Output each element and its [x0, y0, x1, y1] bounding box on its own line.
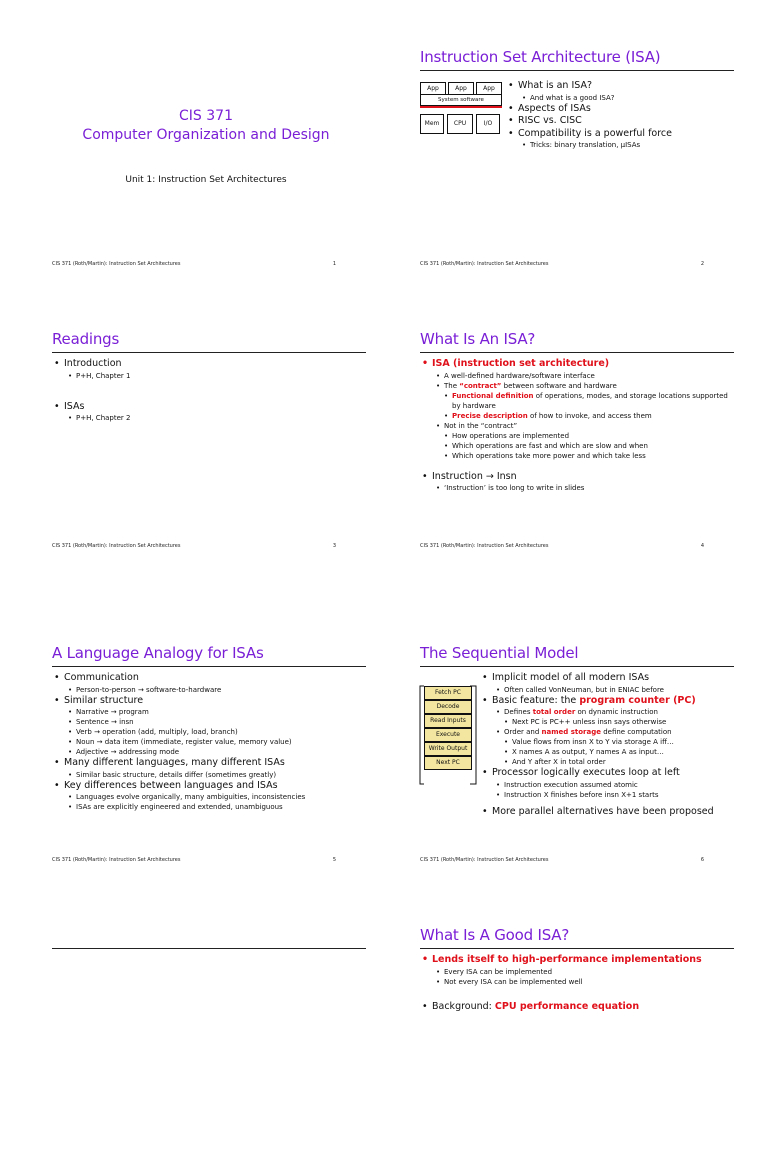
bullet: • ISAs — [52, 401, 362, 414]
bullet: • Instruction → Insn — [420, 471, 730, 484]
bullet: • ISA (instruction set architecture) — [420, 358, 730, 371]
app-box: App — [448, 82, 474, 96]
isa-interface-line — [420, 106, 502, 108]
sub-bullet: • ‘Instruction’ is too long to write in slides — [420, 483, 730, 493]
fetch-pc-step: Fetch PC — [424, 686, 472, 700]
page-number: 1 — [332, 261, 336, 267]
slide-7 — [46, 918, 366, 1158]
sub-sub-bullet: • Next PC is PC++ unless insn says otherwise — [480, 717, 734, 727]
bullet: • RISC vs. CISC — [506, 115, 734, 128]
bullet: • Background: CPU performance equation — [420, 1001, 730, 1014]
slide-title: Instruction Set Architecture (ISA) — [420, 48, 661, 66]
page-number: 5 — [332, 857, 336, 863]
title-rule — [420, 666, 734, 667]
bullet: • Communication — [52, 672, 362, 685]
bullet: • Introduction — [52, 358, 362, 371]
sub-sub-bullet: • Which operations take more power and which take less — [420, 451, 730, 461]
page-number: 4 — [700, 543, 704, 549]
title-rule — [52, 352, 366, 353]
sub-bullet: • Tricks: binary translation, µISAs — [506, 140, 734, 150]
sub-bullet: • ISAs are explicitly engineered and extended, unambiguous — [52, 802, 362, 812]
slide-4 — [414, 322, 734, 562]
slide-5 — [46, 636, 366, 876]
slide-footer: CIS 371 (Roth/Martin): Instruction Set Architectures — [52, 857, 181, 863]
execute-step: Execute — [424, 728, 472, 742]
bullet: • Implicit model of all modern ISAs — [480, 672, 734, 685]
slide-footer: CIS 371 (Roth/Martin): Instruction Set Architectures — [420, 261, 549, 267]
bullet: • Compatibility is a powerful force — [506, 128, 734, 141]
slide-6 — [414, 636, 734, 876]
slide-title: Readings — [52, 330, 120, 348]
bullet: • Many different languages, many different ISAs — [52, 757, 362, 770]
bullet: • What is an ISA? — [506, 80, 734, 93]
sub-bullet: • P+H, Chapter 2 — [52, 413, 362, 423]
sub-bullet: • Person-to-person → software-to-hardware — [52, 685, 362, 695]
slide-title: The Sequential Model — [420, 644, 579, 662]
sub-bullet: • Narrative → program — [52, 707, 362, 717]
sub-bullet: • The “contract” between software and hardware — [420, 381, 730, 391]
sub-bullet: • Often called VonNeuman, but in ENIAC before — [480, 685, 734, 695]
bullet: • Key differences between languages and ISAs — [52, 780, 362, 793]
sub-bullet: • Sentence → insn — [52, 717, 362, 727]
sub-bullet: • Every ISA can be implemented — [420, 967, 730, 977]
sub-bullet: • Languages evolve organically, many ambiguities, inconsistencies — [52, 792, 362, 802]
title-rule — [420, 352, 734, 353]
bullet: • Processor logically executes loop at left — [480, 767, 734, 780]
bullet: • Lends itself to high-performance implementations — [420, 954, 730, 967]
bullet: • Similar structure — [52, 695, 362, 708]
sub-sub-bullet: • Value flows from insn X to Y via storage A iff… — [480, 737, 734, 747]
page-number: 6 — [700, 857, 704, 863]
sub-bullet: • Not every ISA can be implemented well — [420, 977, 730, 987]
page-number: 2 — [700, 261, 704, 267]
sub-sub-bullet: • X names A as output, Y names A as input… — [480, 747, 734, 757]
sub-sub-bullet: • Functional definition of operations, modes, and storage locations supported by hardware — [420, 391, 730, 411]
title-rule — [420, 70, 734, 71]
read-inputs-step: Read Inputs — [424, 714, 472, 728]
bullet: • Basic feature: the program counter (PC) — [480, 695, 734, 708]
decode-step: Decode — [424, 700, 472, 714]
title-rule — [420, 948, 734, 949]
cpu-box: CPU — [447, 114, 473, 134]
system-software-box: System software — [420, 94, 502, 106]
slide-footer: CIS 371 (Roth/Martin): Instruction Set Architectures — [52, 261, 181, 267]
page-number: 3 — [332, 543, 336, 549]
sub-bullet: • Defines total order on dynamic instruction — [480, 707, 734, 717]
sub-bullet: • And what is a good ISA? — [506, 93, 734, 103]
sub-bullet: • A well-defined hardware/software interface — [420, 371, 730, 381]
app-box: App — [476, 82, 502, 96]
slide-title: What Is A Good ISA? — [420, 926, 570, 944]
title-rule — [52, 948, 366, 949]
slide-3 — [46, 322, 366, 562]
bullet: • Aspects of ISAs — [506, 103, 734, 116]
slide-footer: CIS 371 (Roth/Martin): Instruction Set Architectures — [420, 857, 549, 863]
sub-bullet: • Noun → data item (immediate, register value, memory value) — [52, 737, 362, 747]
write-output-step: Write Output — [424, 742, 472, 756]
slide-8 — [414, 918, 734, 1158]
sub-bullet: • Adjective → addressing mode — [52, 747, 362, 757]
sub-bullet: • Instruction execution assumed atomic — [480, 780, 734, 790]
slide-footer: CIS 371 (Roth/Martin): Instruction Set Architectures — [420, 543, 549, 549]
sub-bullet: • Order and named storage define computation — [480, 727, 734, 737]
next-pc-step: Next PC — [424, 756, 472, 770]
sub-bullet: • Verb → operation (add, multiply, load, branch) — [52, 727, 362, 737]
sub-bullet: • Not in the “contract” — [420, 421, 730, 431]
sub-sub-bullet: • How operations are implemented — [420, 431, 730, 441]
course-title: Computer Organization and Design — [82, 127, 330, 143]
sub-bullet: • P+H, Chapter 1 — [52, 371, 362, 381]
slide-footer: CIS 371 (Roth/Martin): Instruction Set Architectures — [52, 543, 181, 549]
io-box: I/O — [476, 114, 500, 134]
slide-title: What Is An ISA? — [420, 330, 536, 348]
sub-bullet: • Instruction X finishes before insn X+1 starts — [480, 790, 734, 800]
slide-2 — [414, 40, 734, 280]
sub-sub-bullet: • Precise description of how to invoke, and access them — [420, 411, 730, 421]
sub-sub-bullet: • Which operations are fast and which are slow and when — [420, 441, 730, 451]
title-rule — [52, 666, 366, 667]
sub-sub-bullet: • And Y after X in total order — [480, 757, 734, 767]
course-number: CIS 371 — [179, 108, 233, 124]
app-box: App — [420, 82, 446, 96]
bullet: • More parallel alternatives have been proposed — [480, 806, 734, 819]
sub-bullet: • Similar basic structure, details differ (sometimes greatly) — [52, 770, 362, 780]
slide-1 — [46, 40, 366, 280]
mem-box: Mem — [420, 114, 444, 134]
unit-title: Unit 1: Instruction Set Architectures — [125, 175, 287, 185]
slide-title: A Language Analogy for ISAs — [52, 644, 264, 662]
